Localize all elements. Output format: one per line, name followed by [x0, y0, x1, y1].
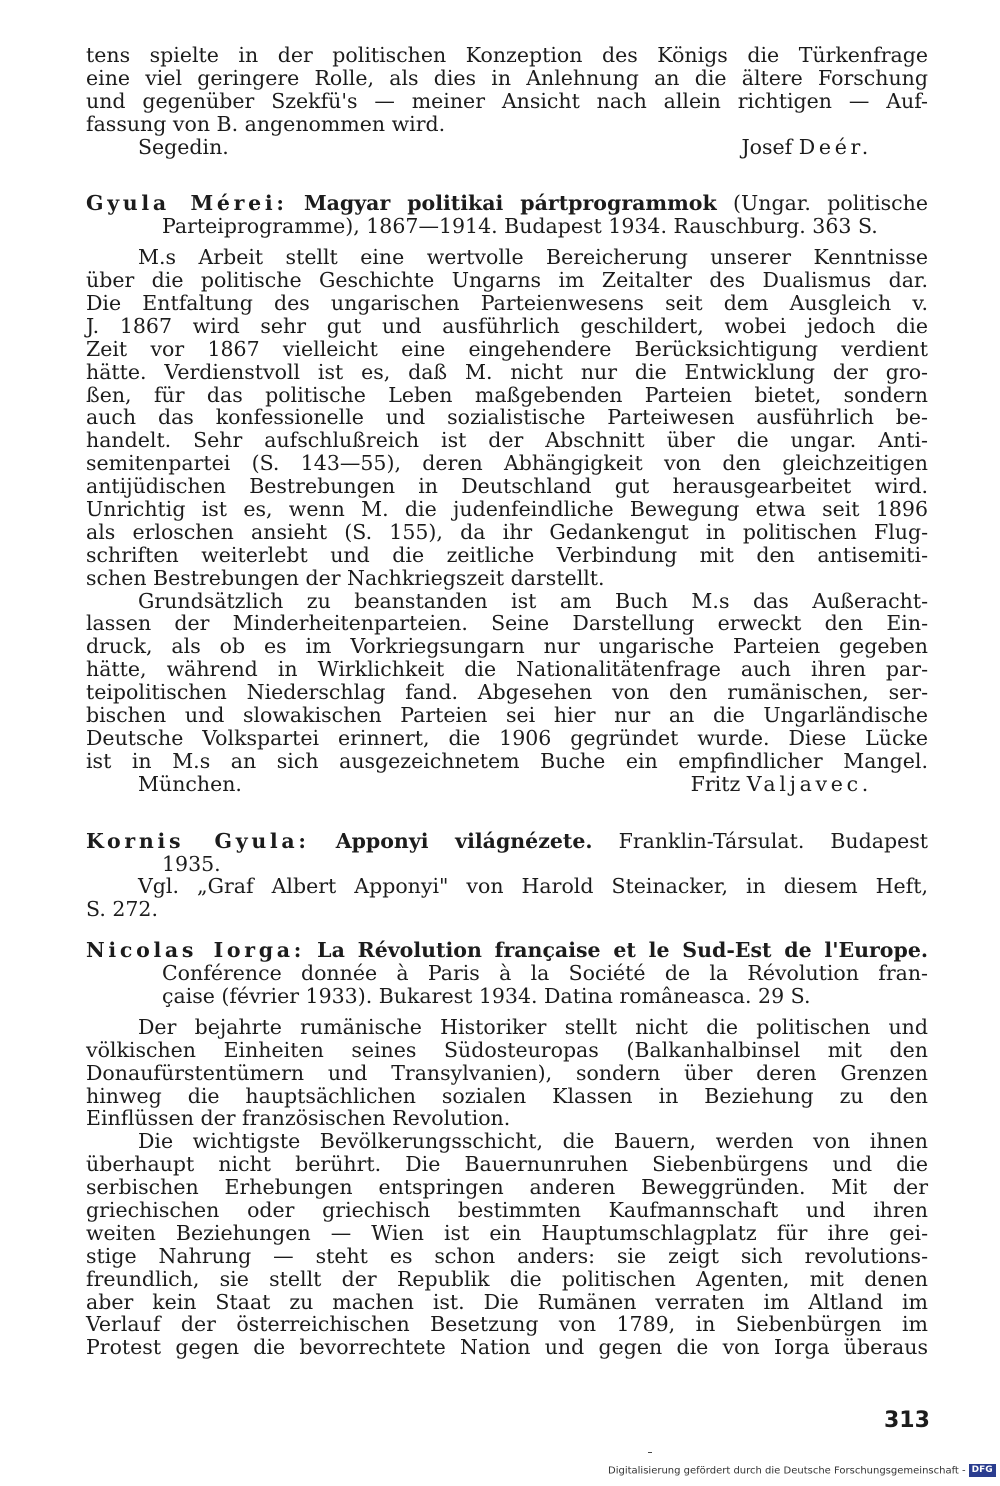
body-line: aber kein Staat zu machen ist. Die Rumänen verraten im Altland im: [86, 1289, 928, 1314]
body-line: ßen, für das politische Leben maßgebenden Parteien bietet, sondern: [86, 382, 928, 407]
review-author: Kornis Gyula:: [86, 828, 310, 853]
body-line: über die politische Geschichte Ungarns im Zeitalter des Dualismus dar.: [86, 268, 928, 293]
scan-mark: [648, 1452, 652, 1453]
intro-line: und gegenüber Szekfü's — meiner Ansicht nach allein richtigen — Auf-: [86, 88, 928, 113]
body-line: Der bejahrte rumänische Historiker stellt nicht die politischen und: [138, 1014, 928, 1039]
page-number: 313: [884, 1408, 930, 1433]
body-line: Verlauf der österreichischen Besetzung von 1789, in Siebenbürgen im: [86, 1312, 928, 1337]
page-text: [86, 44, 928, 1359]
review-heading: [86, 939, 928, 962]
body-line: Grundsätzlich zu beanstanden ist am Buch M.s das Außeracht-: [138, 588, 928, 613]
body-line: Vgl. „Graf Albert Apponyi" von Harold Steinacker, in diesem Heft,: [138, 874, 928, 899]
body-line: freundlich, sie stellt der Republik die politischen Agenten, mit denen: [86, 1266, 928, 1291]
body-line: als erloschen ansieht (S. 155), da ihr Gedankengut in politischen Flug-: [86, 519, 928, 544]
signature-place: München.: [138, 771, 242, 796]
body-line: auch das konfessionelle und sozialistische Parteiwesen ausführlich be-: [86, 405, 928, 430]
review-heading-line: Parteiprogramme), 1867—1914. Budapest 1934. Rauschburg. 363 S.: [162, 214, 878, 239]
dfg-logo: DFG: [969, 1464, 996, 1477]
review-author: Gyula Mérei:: [86, 191, 288, 216]
body-line: M.s Arbeit stellt eine wertvolle Bereicherung unserer Kenntnisse: [138, 245, 928, 270]
review-title: Apponyi világnézete.: [335, 828, 593, 853]
body-line: schriften weiterlebt und die zeitliche Verbindung mit den antisemiti-: [86, 542, 928, 567]
signature-place: Segedin.: [138, 134, 229, 159]
body-line: griechischen oder griechisch bestimmten Kaufmannschaft und ihren: [86, 1197, 928, 1222]
intro-line: fassung von B. angenommen wird.: [86, 111, 446, 136]
body-line: J. 1867 wird sehr gut und ausführlich geschildert, wobei jedoch die: [86, 313, 928, 338]
body-line: überhaupt nicht berührt. Die Bauernunruhen Siebenbürgens und die: [86, 1152, 928, 1177]
body-line: teipolitischen Niederschlag fand. Abgesehen von den rumänischen, ser-: [86, 680, 928, 705]
review-title: Magyar politikai pártprogrammok: [303, 191, 717, 216]
body-line: Deutsche Volkspartei erinnert, die 1906 gegründet wurde. Diese Lücke: [86, 725, 928, 750]
body-line: hätte. Verdienstvoll ist es, daß M. nicht nur die Entwicklung der gro-: [86, 359, 928, 384]
body-line: handelt. Sehr aufschlußreich ist der Abschnitt über die ungar. Anti-: [86, 428, 928, 453]
intro-line: tens spielte in der politischen Konzeption des Königs die Türkenfrage: [86, 43, 928, 67]
body-line: lassen der Minderheitenparteien. Seine Darstellung erweckt den Ein-: [86, 611, 928, 636]
body-line: hätte, während in Wirklichkeit die Nationalitätenfrage auch ihren par-: [86, 657, 928, 682]
body-line: weiten Beziehungen — Wien ist ein Hauptumschlagplatz für ihre gei-: [86, 1220, 928, 1245]
body-line: hinweg die hauptsächlichen sozialen Klassen in Beziehung zu den: [86, 1083, 928, 1108]
body-line: druck, als ob es im Vorkriegsungarn nur ungarische Parteien gegeben: [86, 634, 928, 659]
body-line: semitenpartei (S. 143—55), deren Abhängigkeit von den gleichzeitigen: [86, 451, 928, 476]
review-author: Nicolas Iorga:: [86, 938, 305, 963]
body-line: schen Bestrebungen der Nachkriegszeit darstellt.: [86, 565, 605, 590]
body-line: stige Nahrung — steht es schon anders: sie zeigt sich revolutions-: [86, 1243, 928, 1268]
body-line: Die Entfaltung des ungarischen Parteienwesens seit dem Ausgleich v.: [86, 291, 928, 316]
review-heading-line: 1935.: [162, 851, 221, 876]
signature: [86, 136, 928, 159]
body-line: Unrichtig ist es, wenn M. die judenfeindliche Bewegung etwa seit 1896: [86, 497, 928, 522]
body-line: Einflüssen der französischen Revolution.: [86, 1106, 511, 1131]
body-line: ist in M.s an sich ausgezeichnetem Buche ein empfindlicher Mangel.: [86, 748, 928, 773]
intro-line: eine viel geringere Rolle, als dies in Anlehnung an die ältere Forschung: [86, 65, 928, 90]
digitization-footer: [608, 1464, 996, 1477]
body-line: Zeit vor 1867 vielleicht eine eingehendere Berücksichtigung verdient: [86, 336, 928, 361]
body-line: Protest gegen die bevorrechtete Nation und gegen die von Iorga überaus: [86, 1335, 928, 1360]
footer-text: Digitalisierung gefördert durch die Deutsche Forschungsgemeinschaft -: [608, 1465, 966, 1477]
review-heading: Gyula Mérei: Magyar politikai pártprogrammok (Ungar. politische: [86, 191, 928, 216]
review-heading-line: çaise (février 1933). Bukarest 1934. Datina româneasca. 29 S.: [162, 983, 811, 1008]
body-line: antijüdischen Bestrebungen in Deutschland gut herausgearbeitet wird.: [86, 474, 928, 499]
review-title: La Révolution française et le Sud-Est de l'Europe.: [317, 938, 928, 963]
review-heading-line: Conférence donnée à Paris à la Société de la Révolution fran-: [162, 961, 928, 986]
review-heading: Kornis Gyula: Apponyi világnézete. Franklin-Társulat. Budapest: [86, 828, 928, 853]
body-line: Die wichtigste Bevölkerungsschicht, die Bauern, werden von ihnen: [138, 1129, 928, 1154]
signature-reviewer: Josef Deér.: [741, 134, 872, 159]
signature-reviewer: Fritz Valjavec.: [690, 771, 872, 796]
body-line: S. 272.: [86, 897, 158, 922]
body-line: bischen und slowakischen Parteien sei hier nur an die Ungarländische: [86, 703, 928, 728]
body-line: serbischen Erhebungen entspringen anderen Beweggründen. Mit der: [86, 1175, 928, 1200]
body-line: völkischen Einheiten seines Südosteuropas (Balkanhalbinsel mit den: [86, 1037, 928, 1062]
body-line: Donaufürstentümern und Transylvanien), sondern über deren Grenzen: [86, 1060, 928, 1085]
signature: [86, 773, 928, 796]
